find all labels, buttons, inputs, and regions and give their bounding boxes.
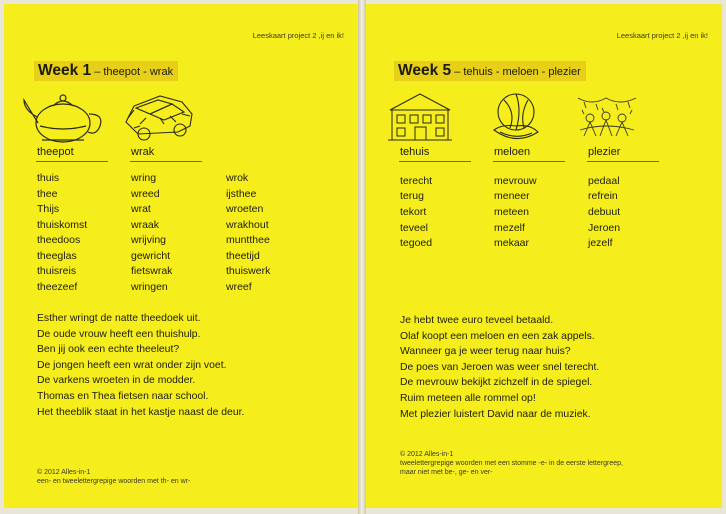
word-list-item: theedoos [37,234,81,246]
word-list-item: refrein [588,190,618,202]
sentence: Je hebt twee euro teveel betaald. [400,315,554,326]
word-list-item: Thijs [37,203,60,215]
word-list-item: thuisreis [37,265,77,277]
heading-word: meloen [494,146,531,158]
title-key-words: – theepot - wrak [91,66,174,78]
word-list-item: wroeten [226,203,264,215]
sentence: De jongen heeft een wrat onder zijn voet. [37,359,227,371]
word-list-item: terug [400,190,424,202]
sentence: Olaf koopt een meloen en een zak appels. [400,330,595,342]
melon-picture [490,90,542,144]
sentence: Thomas en Thea fietsen naar school. [37,390,209,402]
footer-note: een- en tweelettergrepige woorden met th- en wr- [37,478,191,485]
footer-note: tweelettergrepige woorden met een stomme -e- in de eerste lettergreep, [400,460,623,467]
word-list-item: wring [131,172,157,184]
heading-underline [130,161,202,162]
heading-underline [493,161,565,162]
word-list-item: mevrouw [494,175,537,187]
sentence: De mevrouw bekijkt zichzelf in de spiegel. [400,377,593,389]
sentence: De varkens wroeten in de modder. [37,375,196,387]
card-footer [400,450,623,477]
word-list-item: gewricht [131,250,171,262]
copyright: © 2012 Alles-in-1 [37,469,91,476]
word-list-item: meteen [494,206,530,218]
word-list-item: wreef [226,281,252,293]
word-list-item: wrakhout [226,219,269,231]
heading-word: wrak [131,146,155,158]
sentence: De poes van Jeroen was weer snel terecht. [400,361,600,373]
word-list-item: mezelf [494,222,525,234]
sentence: De oude vrouw heeft een thuishulp. [37,328,201,340]
week-label: Week 5 [398,62,452,79]
car-wreck-picture [120,88,196,144]
card-gap [358,0,366,514]
title-key-words: – tehuis - meloen - plezier [451,66,581,78]
card-header: Leeskaart project 2 ,ij en ik! [252,31,344,40]
word-list-item: mekaar [494,237,530,249]
word-list-item: thee [37,188,58,200]
word-list-item: wreed [131,188,160,200]
word-list-item: thuiskomst [37,219,88,231]
word-list-item: tegoed [400,237,433,249]
heading-word: tehuis [400,146,430,158]
word-list-item: wrok [226,172,249,184]
sentence: Ruim meteen alle rommel op! [400,392,536,404]
word-list-item: ijsthee [226,188,257,200]
sentence: Ben jij ook een echte theeleut? [37,344,180,356]
heading-underline [399,161,471,162]
word-list-item: theetijd [226,250,260,262]
word-list-item: wrat [131,203,151,215]
sentence-list [37,311,244,420]
card-header: Leeskaart project 2 ,ij en ik! [616,31,708,40]
heading-underline [587,161,659,162]
word-list-item: wrijving [131,234,167,246]
word-list-item: tekort [400,206,427,218]
word-list-item: wraak [131,219,160,231]
sentence-list [400,313,599,422]
word-list-item: debuut [588,206,621,218]
reading-card-week-5 [366,4,722,508]
word-list-item: terecht [400,175,433,187]
heading-word: theepot [37,146,74,158]
word-list-item: fietswrak [131,265,173,277]
word-list-item: pedaal [588,175,620,187]
word-list-item: teveel [400,222,429,234]
word-list-item: meneer [494,190,530,202]
party-picture [576,90,638,140]
word-list-item: thuiswerk [226,265,271,277]
heading-underline [36,161,108,162]
sentence: Wanneer ga je weer terug naar huis? [400,346,571,358]
teapot-picture [20,90,106,146]
word-list-item: thuis [37,172,60,184]
card-title [394,61,586,81]
sentence: Esther wringt de natte theedoek uit. [37,313,201,324]
copyright: © 2012 Alles-in-1 [400,451,454,458]
word-list-item: theezeef [37,281,78,293]
card-title [34,61,178,81]
reading-card-week-1 [4,4,358,508]
sentence: Met plezier luistert David naar de muziek. [400,408,591,420]
sentence: Het theeblik staat in het kastje naast de deur. [37,406,245,418]
word-list-item: Jeroen [588,222,621,234]
word-list-item: theeglas [37,250,77,262]
week-label: Week 1 [38,62,92,79]
card-footer [37,468,190,486]
word-list-item: wringen [131,281,168,293]
word-list-item: jezelf [588,237,613,249]
heading-word: plezier [588,146,621,158]
footer-note: maar niet met be-, ge- en ver- [400,469,493,476]
house-picture [386,90,454,142]
word-list-item: muntthee [226,234,270,246]
